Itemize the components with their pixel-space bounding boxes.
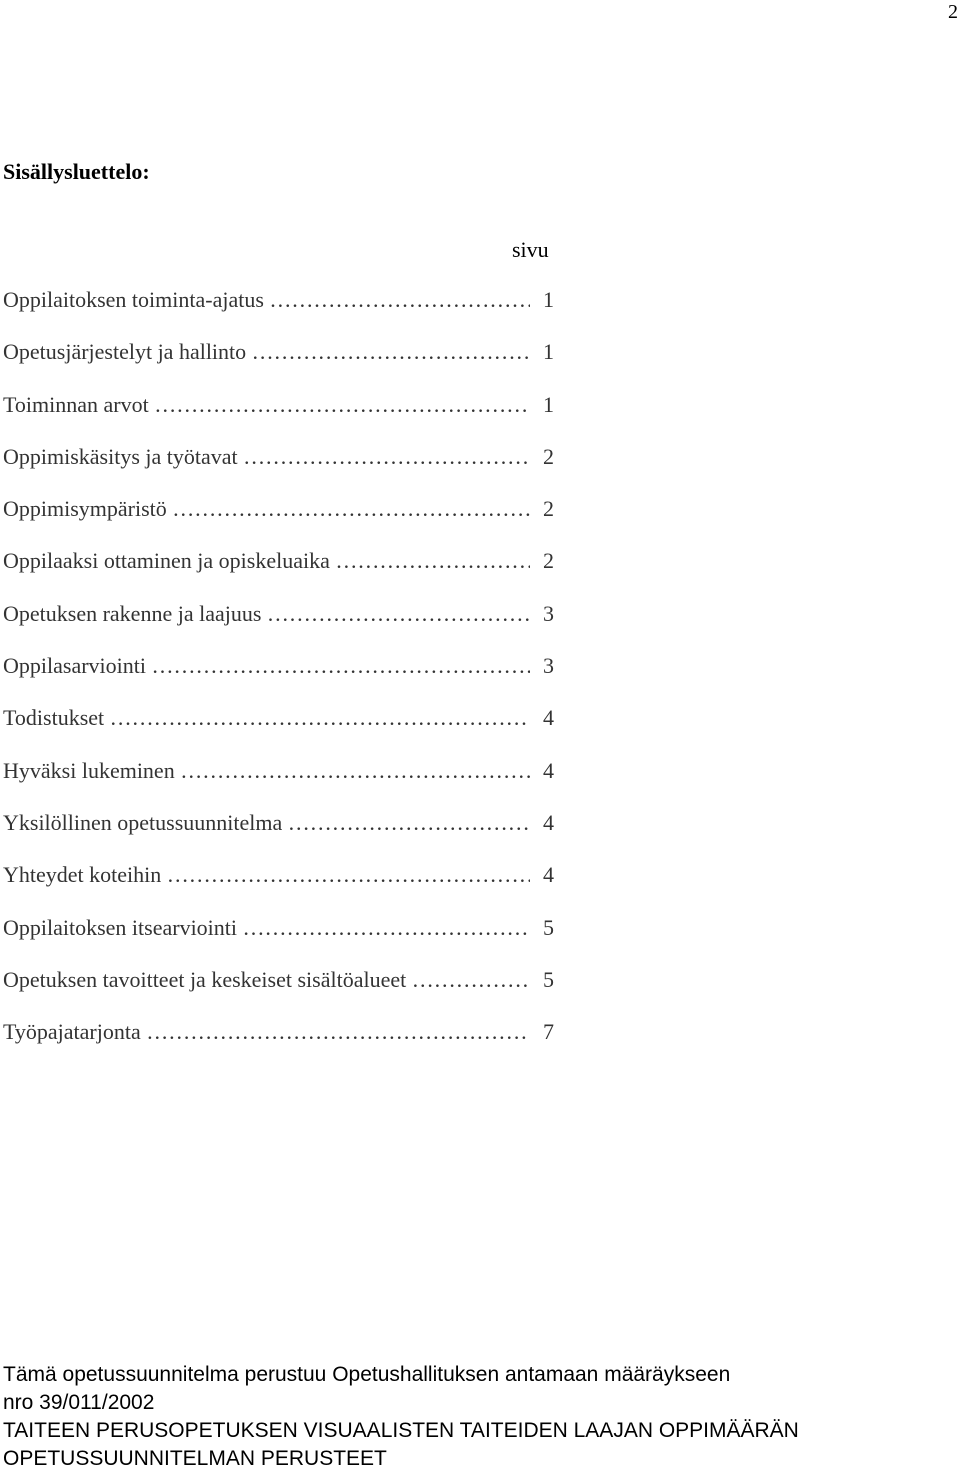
toc-entry [0,652,580,704]
toc-entry-label: Opetusjärjestelyt ja hallinto …………………………………………………………………………………………………………………… [3,338,530,366]
toc-entry-label: Oppilaitoksen itsearviointi …………………………………………………………………………………………………………………… [3,914,530,942]
toc-entry-page: 2 [543,443,554,469]
toc-entry-page: 3 [543,600,554,626]
toc-entry-page: 2 [543,496,554,522]
toc-entry-page: 7 [543,1019,554,1045]
toc-entry-label: Työpajatarjonta …………………………………………………………………………………………………………………… [3,1018,530,1046]
toc-entry [0,809,580,861]
toc-entry-page: 3 [543,653,554,679]
toc-entry-page: 4 [543,809,554,835]
toc-entry-page: 1 [543,287,554,312]
toc-entry-label: Opetuksen tavoitteet ja keskeiset sisältöalueet …………………………………………………………………………………………………………………… [3,966,530,994]
toc-entry [0,443,580,495]
toc-entry-label: Oppilaaksi ottaminen ja opiskeluaika …………………………………………………………………………………………………………………… [3,547,530,575]
toc-entry [0,338,580,390]
footer-line: TAITEEN PERUSOPETUKSEN VISUAALISTEN TAITEIDEN LAAJAN OPPIMÄÄRÄN [3,1419,799,1442]
toc-entry-label: Oppilasarviointi …………………………………………………………………………………………………………………… [3,652,530,680]
toc-entry-label: Opetuksen rakenne ja laajuus …………………………………………………………………………………………………………………… [3,600,530,628]
page-number: 2 [948,1,958,23]
footer-line: nro 39/011/2002 [3,1391,155,1414]
toc-title: Sisällysluettelo: [3,159,150,184]
toc-list [0,286,580,1070]
toc-entry-page: 1 [543,339,554,365]
toc-entry-label: Yksilöllinen opetussuunnitelma …………………………………………………………………………………………………………………… [3,809,530,837]
toc-entry-page: 4 [543,705,554,731]
toc-entry-page: 1 [543,391,554,417]
toc-entry-page: 5 [543,966,554,992]
toc-entry [0,914,580,966]
toc-entry-label: Oppilaitoksen toiminta-ajatus …………………………………………………………………………………………………………………… [3,286,530,314]
toc-entry-page: 2 [543,548,554,574]
toc-entry [0,547,580,599]
page-column-header: sivu [512,237,549,262]
toc-entry [0,757,580,809]
footer-line: Tämä opetussuunnitelma perustuu Opetushallituksen antamaan määräykseen [3,1363,731,1386]
toc-entry-label: Todistukset …………………………………………………………………………………………………………………… [3,704,530,732]
toc-entry [0,966,580,1018]
toc-entry-label: Oppimisympäristö …………………………………………………………………………………………………………………… [3,495,530,523]
toc-entry-label: Toiminnan arvot …………………………………………………………………………………………………………………… [3,391,530,419]
toc-entry-page: 4 [543,757,554,783]
toc-entry [0,1018,580,1070]
toc-entry-label: Hyväksi lukeminen …………………………………………………………………………………………………………………… [3,757,530,785]
footer-line: OPETUSSUUNNITELMAN PERUSTEET [3,1447,387,1470]
footer-note [3,1361,799,1473]
toc-entry [0,704,580,756]
toc-entry [0,600,580,652]
toc-entry-label: Oppimiskäsitys ja työtavat …………………………………………………………………………………………………………………… [3,443,530,471]
toc-entry-page: 4 [543,862,554,888]
toc-entry [0,286,580,338]
toc-entry [0,495,580,547]
toc-entry-label: Yhteydet koteihin …………………………………………………………………………………………………………………… [3,861,530,889]
toc-entry [0,861,580,913]
toc-entry-page: 5 [543,914,554,940]
toc-entry [0,391,580,443]
